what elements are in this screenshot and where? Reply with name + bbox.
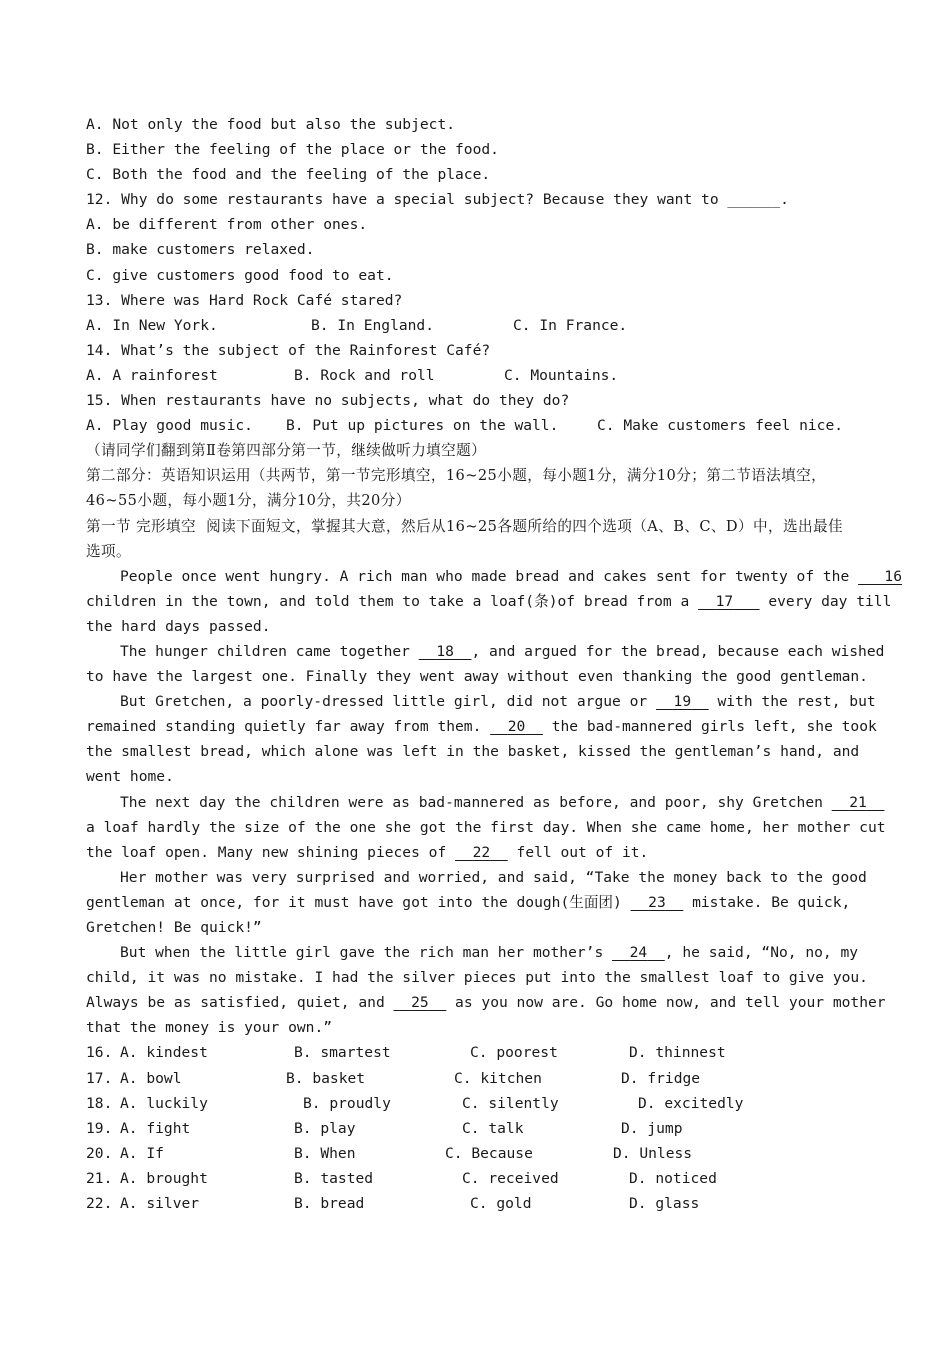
blank-22: 22 (472, 843, 491, 861)
option-row-21 (86, 1166, 876, 1191)
q14-option-a: A. A rainforest (86, 366, 218, 384)
option-d: D. thinnest (629, 1044, 726, 1062)
q13-option-b: B. In England. (311, 316, 435, 334)
passage-line: that the money is your own.” (86, 1019, 333, 1037)
option-num: 17. (86, 1069, 113, 1087)
option-c: C. silently (462, 1094, 559, 1112)
passage-line: Always be as satisfied, quiet, and 25 as you now are. Go home now, and tell your mother (86, 994, 886, 1012)
option-d: D. excitedly (638, 1094, 744, 1112)
blank-16: __16 (858, 567, 902, 585)
section1-heading-line2: 选项。 (86, 542, 131, 560)
passage-line: went home. (86, 768, 174, 786)
part2-heading-line1: 第二部分：英语知识运用（共两节，第一节完形填空，16~25小题，每小题1分，满分10分；第二节语法填空， (86, 467, 827, 485)
option-c: C. talk (462, 1119, 524, 1137)
option-b: B. tasted (294, 1169, 374, 1187)
q15-option-a: A. Play good music. (86, 417, 253, 435)
option-b: B. bread (294, 1195, 365, 1213)
option-b: B. When (294, 1144, 356, 1162)
option-c: C. kitchen (454, 1069, 542, 1087)
option-a: A. fight (120, 1119, 191, 1137)
option-a: A. kindest (120, 1044, 208, 1062)
passage-line: gentleman at once, for it must have got into the dough(生面团) 23 mistake. Be quick, (86, 893, 851, 911)
option-a: A. brought (120, 1169, 208, 1187)
option-b: B. smartest (294, 1044, 391, 1062)
option-d: D. jump (621, 1119, 683, 1137)
option-num: 19. (86, 1119, 113, 1137)
option-a: A. If (120, 1144, 164, 1162)
option-num: 22. (86, 1195, 113, 1213)
blank-21: 21 (849, 793, 867, 811)
passage-line: But Gretchen, a poorly-dressed little girl, did not argue or 19 with the rest, but (120, 693, 876, 711)
option-row-20 (86, 1141, 876, 1166)
blank-24: 24 (629, 944, 648, 962)
passage-line: the smallest bread, which alone was left in the basket, kissed the gentleman’s hand, and (86, 743, 860, 761)
q14-option-c: C. Mountains. (504, 366, 619, 384)
option-row-22 (86, 1191, 876, 1216)
blank-17: 17 (715, 592, 734, 610)
option-d: D. Unless (613, 1144, 693, 1162)
option-num: 21. (86, 1169, 113, 1187)
blank-20: 20 (507, 718, 526, 736)
passage-line: Gretchen! Be quick!” (86, 919, 262, 936)
option-row-17 (86, 1066, 876, 1091)
option-a: A. bowl (120, 1069, 182, 1087)
blank-19: 19 (673, 693, 692, 711)
option-d: D. glass (629, 1195, 700, 1213)
passage-line: The hunger children came together 18 , and argued for the bread, because each wished (120, 642, 885, 660)
passage-line: People once went hungry. A rich man who made bread and cakes sent for twenty of the __16 (120, 567, 902, 585)
passage-line: child, it was no mistake. I had the silver pieces put into the smallest loaf to give you. (86, 969, 868, 987)
option-d: D. fridge (621, 1069, 701, 1087)
q13-options (86, 313, 876, 338)
q12-option-c: C. give customers good food to eat. (86, 266, 394, 284)
passage-line: the hard days passed. (86, 617, 271, 635)
q12-option-b: B. make customers relaxed. (86, 241, 315, 259)
option-row-16 (86, 1040, 876, 1065)
passage-line: Her mother was very surprised and worried, and said, “Take the money back to the good (120, 868, 867, 886)
option-num: 16. (86, 1044, 113, 1062)
option-row-18 (86, 1091, 876, 1116)
q15-option-c: C. Make customers feel nice. (597, 417, 844, 435)
q14-stem: 14. What’s the subject of the Rainforest Café? (86, 341, 491, 359)
section1-heading-line1: 第一节 完形填空 阅读下面短文，掌握其大意，然后从16~25各题所给的四个选项（A、B、C、D）中，选出最佳 (86, 517, 843, 535)
passage-line: to have the largest one. Finally they went away without even thanking the good gentleman. (86, 668, 868, 686)
blank-23: 23 (648, 893, 666, 911)
option-b: B. basket (286, 1069, 366, 1087)
passage-line: a loaf hardly the size of the one she got the first day. When she came home, her mother cut (86, 818, 886, 836)
passage-line: children in the town, and told them to take a loaf(条)of bread from a 17 every day till (86, 592, 892, 610)
q12-option-a: A. be different from other ones. (86, 216, 368, 234)
q13-stem: 13. Where was Hard Rock Café stared? (86, 291, 403, 309)
option-a: A. luckily (120, 1094, 208, 1112)
blank-18: 18 (436, 642, 454, 660)
option-a: A. silver (120, 1195, 200, 1213)
option-c: C. poorest (470, 1044, 558, 1062)
q14-options (86, 363, 876, 388)
passage-line: the loaf open. Many new shining pieces of 22 fell out of it. (86, 843, 649, 861)
q13-option-c: C. In France. (513, 316, 628, 334)
q11-option-a: A. Not only the food but also the subject. (86, 116, 456, 133)
option-num: 18. (86, 1094, 113, 1112)
listening-note: （请同学们翻到第Ⅱ卷第四部分第一节，继续做听力填空题） (86, 442, 487, 460)
passage-line: remained standing quietly far away from them. 20 the bad-mannered girls left, she took (86, 718, 877, 736)
blank-25: 25 (411, 994, 429, 1012)
option-c: C. gold (470, 1195, 532, 1213)
q11-option-c: C. Both the food and the feeling of the place. (86, 166, 491, 184)
passage-line: But when the little girl gave the rich man her mother’s 24 , he said, “No, no, my (120, 944, 859, 962)
q14-option-b: B. Rock and roll (294, 366, 435, 384)
passage-line: The next day the children were as bad-mannered as before, and poor, shy Gretchen 21 (86, 790, 876, 815)
option-b: B. proudly (303, 1094, 391, 1112)
q12-stem: 12. Why do some restaurants have a special subject? Because they want to ______. (86, 191, 789, 209)
option-d: D. noticed (629, 1169, 717, 1187)
q11-option-b: B. Either the feeling of the place or the food. (86, 141, 499, 159)
q15-options (86, 413, 876, 438)
q15-option-b: B. Put up pictures on the wall. (286, 417, 559, 435)
exam-page (86, 112, 902, 1216)
q15-stem: 15. When restaurants have no subjects, what do they do? (86, 392, 570, 410)
option-b: B. play (294, 1119, 356, 1137)
option-c: C. Because (445, 1144, 533, 1162)
q13-option-a: A. In New York. (86, 316, 218, 334)
part2-heading-line2: 46~55小题，每小题1分，满分10分，共20分） (86, 492, 411, 510)
option-num: 20. (86, 1144, 113, 1162)
option-row-19 (86, 1116, 876, 1141)
option-c: C. received (462, 1169, 559, 1187)
